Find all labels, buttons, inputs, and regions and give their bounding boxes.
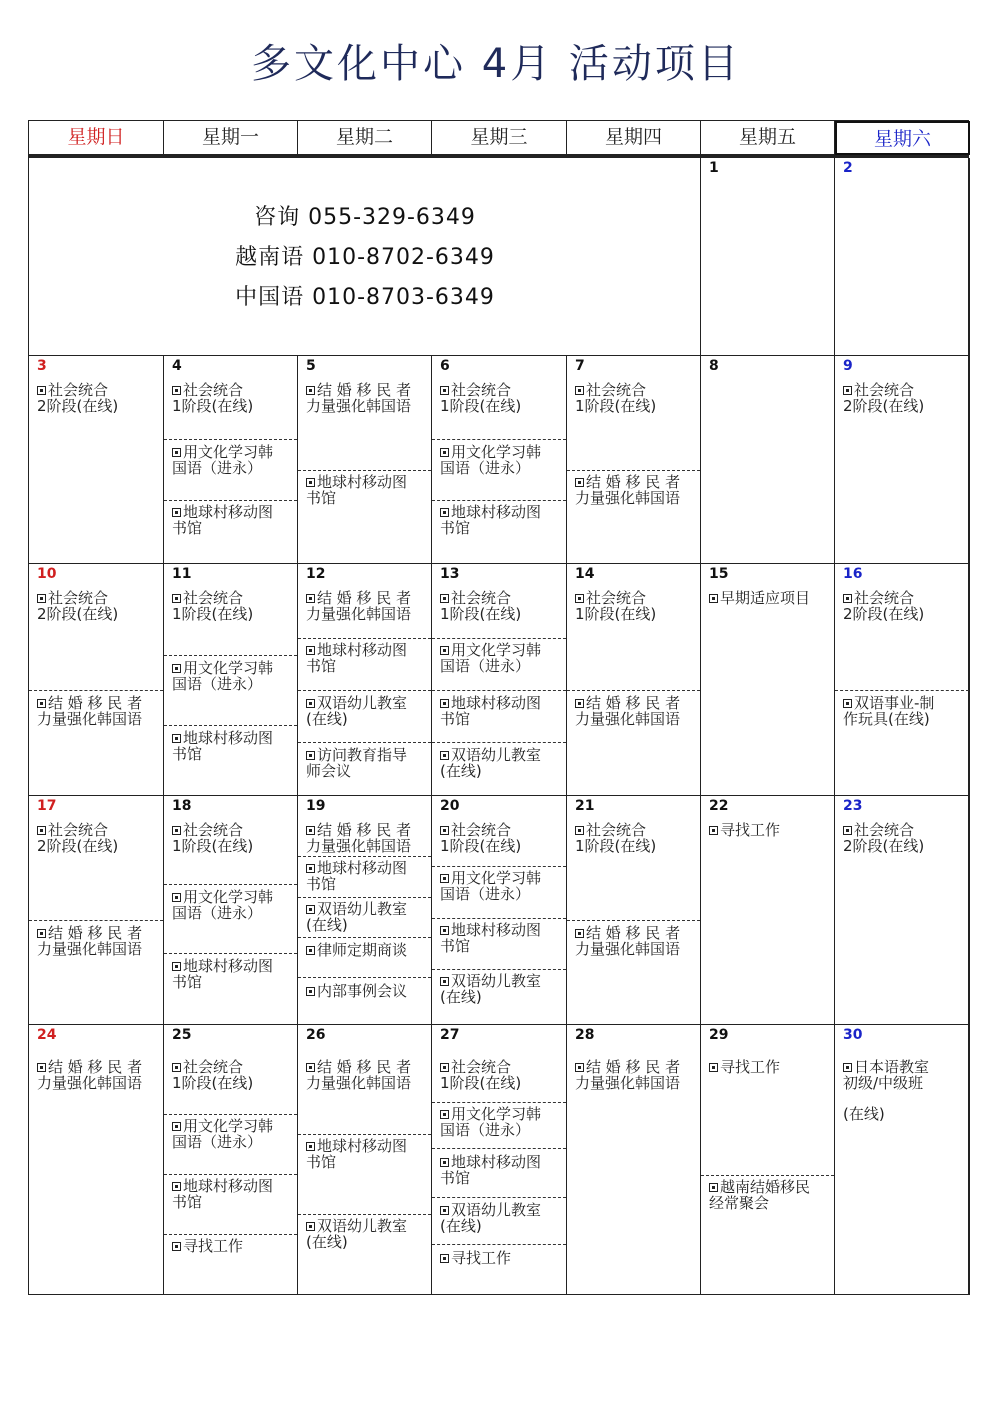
checkbox-icon <box>843 699 852 708</box>
divider <box>432 918 566 919</box>
contact-line: 中国语 010-8703-6349 <box>235 285 495 310</box>
day-cell[interactable] <box>701 564 835 796</box>
page-title: 多文化中心 4月 活动项目 <box>251 41 741 87</box>
day-number: 25 <box>172 1027 192 1043</box>
checkbox-icon <box>440 1110 449 1119</box>
checkbox-icon <box>172 826 181 835</box>
day-number: 10 <box>37 566 57 582</box>
event-item[interactable]: 社会统合 2阶段(在线) <box>37 589 119 623</box>
day-cell[interactable] <box>701 1025 835 1295</box>
checkbox-icon <box>172 893 181 902</box>
event-item[interactable]: 社会统合 1阶段(在线) <box>172 821 254 855</box>
divider <box>164 953 297 954</box>
event-item[interactable]: 地球村移动图 书馆 <box>440 921 542 955</box>
divider <box>298 1214 431 1215</box>
checkbox-icon <box>440 751 449 760</box>
day-number: 29 <box>709 1027 729 1043</box>
event-item[interactable]: 内部事例会议 <box>306 983 427 999</box>
day-cell[interactable] <box>567 796 701 1025</box>
day-cell[interactable] <box>701 158 835 356</box>
day-number: 22 <box>709 798 729 814</box>
checkbox-icon <box>172 594 181 603</box>
divider <box>567 920 700 921</box>
divider <box>298 742 431 743</box>
checkbox-icon <box>306 646 315 655</box>
divider <box>567 690 700 691</box>
event-item[interactable]: 用文化学习韩 国语（进永） <box>172 888 274 922</box>
event-item[interactable]: 地球村移动图 书馆 <box>440 694 542 728</box>
event-item[interactable]: 结 婚 移 民 者 力量强化韩国语 <box>306 1058 412 1092</box>
event-item[interactable]: 越南结婚移民 经常聚会 <box>709 1178 811 1212</box>
event-item[interactable]: 寻找工作 <box>709 822 830 838</box>
checkbox-icon <box>172 508 181 517</box>
event-item[interactable]: 用文化学习韩 国语（进永） <box>172 659 274 693</box>
event-item[interactable]: 社会统合 1阶段(在线) <box>440 381 522 415</box>
day-number: 27 <box>440 1027 460 1043</box>
checkbox-icon <box>843 1063 852 1072</box>
checkbox-icon <box>306 1063 315 1072</box>
divider <box>298 856 431 857</box>
checkbox-icon <box>575 478 584 487</box>
day-cell[interactable] <box>701 796 835 1025</box>
divider <box>432 1197 566 1198</box>
event-item[interactable]: 社会统合 1阶段(在线) <box>440 1058 522 1092</box>
weekday-friday: 星期五 <box>701 121 835 155</box>
divider <box>432 1244 566 1245</box>
day-cell[interactable] <box>567 564 701 796</box>
checkbox-icon <box>37 929 46 938</box>
event-item[interactable]: 用文化学习韩 国语（进永） <box>440 443 542 477</box>
event-item[interactable]: 双语幼儿教室 (在线) <box>440 1201 542 1235</box>
day-number: 13 <box>440 566 460 582</box>
checkbox-icon <box>709 826 718 835</box>
day-number: 3 <box>37 358 47 374</box>
event-item[interactable]: 结 婚 移 民 者 力量强化韩国语 <box>306 589 412 623</box>
checkbox-icon <box>172 448 181 457</box>
divider <box>29 920 163 921</box>
weekday-sunday: 星期日 <box>29 121 164 155</box>
divider <box>164 655 297 656</box>
event-item[interactable]: 地球村移动图 书馆 <box>306 1137 408 1171</box>
day-number: 20 <box>440 798 460 814</box>
checkbox-icon <box>172 386 181 395</box>
event-item[interactable]: 地球村移动图 书馆 <box>306 641 408 675</box>
divider <box>298 1134 431 1135</box>
event-note: (在线) <box>843 1105 885 1123</box>
event-item[interactable]: 访问教育指导 师会议 <box>306 746 408 780</box>
divider <box>701 1175 834 1176</box>
checkbox-icon <box>37 1063 46 1072</box>
divider <box>164 439 297 440</box>
event-item[interactable]: 双语幼儿教室 (在线) <box>440 746 542 780</box>
event-item[interactable]: 社会统合 1阶段(在线) <box>172 1058 254 1092</box>
event-item[interactable]: 双语幼儿教室 (在线) <box>306 900 408 934</box>
event-item[interactable]: 结 婚 移 民 者 力量强化韩国语 <box>37 694 143 728</box>
checkbox-icon <box>709 1063 718 1072</box>
checkbox-icon <box>306 905 315 914</box>
event-item[interactable]: 日本语教室 初级/中级班 <box>843 1058 930 1092</box>
day-cell[interactable] <box>701 356 835 564</box>
divider <box>298 937 431 938</box>
checkbox-icon <box>709 1183 718 1192</box>
day-number: 16 <box>843 566 863 582</box>
checkbox-icon <box>440 508 449 517</box>
divider <box>164 1114 297 1115</box>
event-item[interactable]: 用文化学习韩 国语（进永） <box>172 1117 274 1151</box>
divider <box>29 690 163 691</box>
divider <box>432 969 566 970</box>
divider <box>567 470 700 471</box>
event-item[interactable]: 结 婚 移 民 者 力量强化韩国语 <box>575 473 681 507</box>
weekday-wednesday: 星期三 <box>432 121 567 155</box>
day-cell[interactable] <box>835 564 970 796</box>
event-item[interactable]: 社会统合 1阶段(在线) <box>440 589 522 623</box>
divider <box>432 439 566 440</box>
checkbox-icon <box>440 646 449 655</box>
divider <box>432 742 566 743</box>
day-number: 15 <box>709 566 729 582</box>
divider <box>298 897 431 898</box>
checkbox-icon <box>172 962 181 971</box>
day-number: 14 <box>575 566 595 582</box>
day-cell[interactable] <box>835 1025 970 1295</box>
day-cell[interactable] <box>29 564 164 796</box>
event-item[interactable]: 寻找工作 <box>440 1250 562 1266</box>
day-cell[interactable] <box>298 356 432 564</box>
day-cell[interactable] <box>29 1025 164 1295</box>
checkbox-icon <box>172 1122 181 1131</box>
checkbox-icon <box>575 699 584 708</box>
day-cell[interactable] <box>298 796 432 1025</box>
checkbox-icon <box>440 977 449 986</box>
checkbox-icon <box>172 1182 181 1191</box>
event-item[interactable]: 用文化学习韩 国语（进永） <box>440 641 542 675</box>
divider <box>164 725 297 726</box>
event-item[interactable]: 地球村移动图 书馆 <box>172 957 274 991</box>
event-item[interactable]: 社会统合 1阶段(在线) <box>575 589 657 623</box>
checkbox-icon <box>440 594 449 603</box>
day-number: 18 <box>172 798 192 814</box>
checkbox-icon <box>575 594 584 603</box>
day-number: 12 <box>306 566 326 582</box>
checkbox-icon <box>172 734 181 743</box>
event-item[interactable]: 地球村移动图 书馆 <box>172 503 274 537</box>
checkbox-icon <box>306 826 315 835</box>
weekday-monday: 星期一 <box>164 121 298 155</box>
checkbox-icon <box>306 699 315 708</box>
event-item[interactable]: 结 婚 移 民 者 力量强化韩国语 <box>575 694 681 728</box>
divider <box>432 638 566 639</box>
divider <box>298 977 431 978</box>
day-number: 21 <box>575 798 595 814</box>
day-number: 24 <box>37 1027 57 1043</box>
checkbox-icon <box>440 874 449 883</box>
checkbox-icon <box>440 699 449 708</box>
divider <box>432 1148 566 1149</box>
checkbox-icon <box>37 826 46 835</box>
day-cell[interactable] <box>298 564 432 796</box>
event-item[interactable]: 寻找工作 <box>172 1238 293 1254</box>
calendar <box>28 120 969 1295</box>
day-number: 8 <box>709 358 719 374</box>
checkbox-icon <box>172 664 181 673</box>
day-cell[interactable] <box>164 796 298 1025</box>
day-number: 30 <box>843 1027 863 1043</box>
day-cell[interactable] <box>432 796 567 1025</box>
contact-info <box>29 158 701 356</box>
event-item[interactable]: 结 婚 移 民 者 力量强化韩国语 <box>575 1058 681 1092</box>
weekday-thursday: 星期四 <box>567 121 701 155</box>
checkbox-icon <box>843 594 852 603</box>
event-item[interactable]: 社会统合 2阶段(在线) <box>37 381 119 415</box>
event-item[interactable]: 社会统合 2阶段(在线) <box>37 821 119 855</box>
divider <box>298 638 431 639</box>
event-item[interactable]: 社会统合 2阶段(在线) <box>843 821 925 855</box>
checkbox-icon <box>440 1158 449 1167</box>
event-item[interactable]: 地球村移动图 书馆 <box>172 1177 274 1211</box>
day-cell[interactable] <box>164 564 298 796</box>
divider <box>432 500 566 501</box>
event-item[interactable]: 结 婚 移 民 者 力量强化韩国语 <box>37 924 143 958</box>
day-number: 19 <box>306 798 326 814</box>
day-cell[interactable] <box>835 356 970 564</box>
checkbox-icon <box>575 929 584 938</box>
divider <box>298 470 431 471</box>
divider <box>164 1174 297 1175</box>
event-item[interactable]: 结 婚 移 民 者 力量强化韩国语 <box>306 821 412 855</box>
day-cell[interactable] <box>432 564 567 796</box>
divider <box>164 884 297 885</box>
checkbox-icon <box>575 386 584 395</box>
divider <box>432 866 566 867</box>
day-cell[interactable] <box>164 356 298 564</box>
checkbox-icon <box>440 826 449 835</box>
event-item[interactable]: 双语幼儿教室 (在线) <box>440 972 542 1006</box>
event-item[interactable]: 地球村移动图 书馆 <box>440 1153 542 1187</box>
event-item[interactable]: 双语事业-制 作玩具(在线) <box>843 694 935 728</box>
event-item[interactable]: 社会统合 1阶段(在线) <box>440 821 522 855</box>
checkbox-icon <box>575 1063 584 1072</box>
checkbox-icon <box>440 1206 449 1215</box>
event-item[interactable]: 地球村移动图 书馆 <box>172 729 274 763</box>
divider <box>835 690 969 691</box>
checkbox-icon <box>843 386 852 395</box>
event-item[interactable]: 社会统合 1阶段(在线) <box>172 589 254 623</box>
day-cell[interactable] <box>567 1025 701 1295</box>
day-cell[interactable] <box>567 356 701 564</box>
day-number: 23 <box>843 798 863 814</box>
day-cell[interactable] <box>29 356 164 564</box>
event-item[interactable]: 地球村移动图 书馆 <box>306 473 408 507</box>
day-cell[interactable] <box>164 1025 298 1295</box>
checkbox-icon <box>306 751 315 760</box>
checkbox-icon <box>306 478 315 487</box>
day-cell[interactable] <box>835 158 970 356</box>
weekday-saturday: 星期六 <box>835 121 970 155</box>
day-number: 1 <box>709 160 719 176</box>
event-item[interactable]: 用文化学习韩 国语（进永） <box>440 869 542 903</box>
day-number: 11 <box>172 566 192 582</box>
day-cell[interactable] <box>432 1025 567 1295</box>
day-number: 2 <box>843 160 853 176</box>
day-number: 7 <box>575 358 585 374</box>
checkbox-icon <box>306 1222 315 1231</box>
event-item[interactable]: 社会统合 2阶段(在线) <box>843 381 925 415</box>
checkbox-icon <box>306 1142 315 1151</box>
checkbox-icon <box>306 386 315 395</box>
checkbox-icon <box>440 1063 449 1072</box>
event-item[interactable]: 早期适应项目 <box>709 590 830 606</box>
divider <box>432 1102 566 1103</box>
day-number: 4 <box>172 358 182 374</box>
event-item[interactable]: 寻找工作 <box>709 1059 830 1075</box>
contact-line: 咨询 055-329-6349 <box>254 205 476 230</box>
event-item[interactable]: 律师定期商谈 <box>306 942 427 958</box>
day-number: 9 <box>843 358 853 374</box>
event-item[interactable]: 社会统合 2阶段(在线) <box>843 589 925 623</box>
divider <box>298 690 431 691</box>
event-item[interactable]: 社会统合 1阶段(在线) <box>575 821 657 855</box>
day-number: 6 <box>440 358 450 374</box>
day-number: 28 <box>575 1027 595 1043</box>
checkbox-icon <box>37 594 46 603</box>
checkbox-icon <box>440 1254 449 1263</box>
checkbox-icon <box>306 946 315 955</box>
checkbox-icon <box>440 448 449 457</box>
checkbox-icon <box>172 1242 181 1251</box>
checkbox-icon <box>37 386 46 395</box>
divider <box>432 690 566 691</box>
weekday-tuesday: 星期二 <box>298 121 432 155</box>
checkbox-icon <box>843 826 852 835</box>
checkbox-icon <box>440 926 449 935</box>
day-cell[interactable] <box>432 356 567 564</box>
checkbox-icon <box>37 699 46 708</box>
event-item[interactable]: 地球村移动图 书馆 <box>306 859 408 893</box>
checkbox-icon <box>306 987 315 996</box>
event-item[interactable]: 结 婚 移 民 者 力量强化韩国语 <box>37 1058 143 1092</box>
event-item[interactable]: 地球村移动图 书馆 <box>440 503 542 537</box>
day-number: 17 <box>37 798 57 814</box>
event-item[interactable]: 用文化学习韩 国语（进永） <box>172 443 274 477</box>
checkbox-icon <box>172 1063 181 1072</box>
event-item[interactable]: 社会统合 1阶段(在线) <box>172 381 254 415</box>
contact-line: 越南语 010-8702-6349 <box>235 245 495 270</box>
event-item[interactable]: 用文化学习韩 国语（进永） <box>440 1105 542 1139</box>
day-number: 5 <box>306 358 316 374</box>
event-item[interactable]: 双语幼儿教室 (在线) <box>306 694 408 728</box>
divider <box>164 1234 297 1235</box>
day-cell[interactable] <box>29 796 164 1025</box>
day-number: 26 <box>306 1027 326 1043</box>
day-cell[interactable] <box>835 796 970 1025</box>
divider <box>164 500 297 501</box>
event-item[interactable]: 社会统合 1阶段(在线) <box>575 381 657 415</box>
checkbox-icon <box>709 594 718 603</box>
event-item[interactable]: 结 婚 移 民 者 力量强化韩国语 <box>306 381 412 415</box>
checkbox-icon <box>575 826 584 835</box>
checkbox-icon <box>306 594 315 603</box>
day-cell[interactable] <box>298 1025 432 1295</box>
checkbox-icon <box>440 386 449 395</box>
checkbox-icon <box>306 864 315 873</box>
event-item[interactable]: 双语幼儿教室 (在线) <box>306 1217 408 1251</box>
event-item[interactable]: 结 婚 移 民 者 力量强化韩国语 <box>575 924 681 958</box>
